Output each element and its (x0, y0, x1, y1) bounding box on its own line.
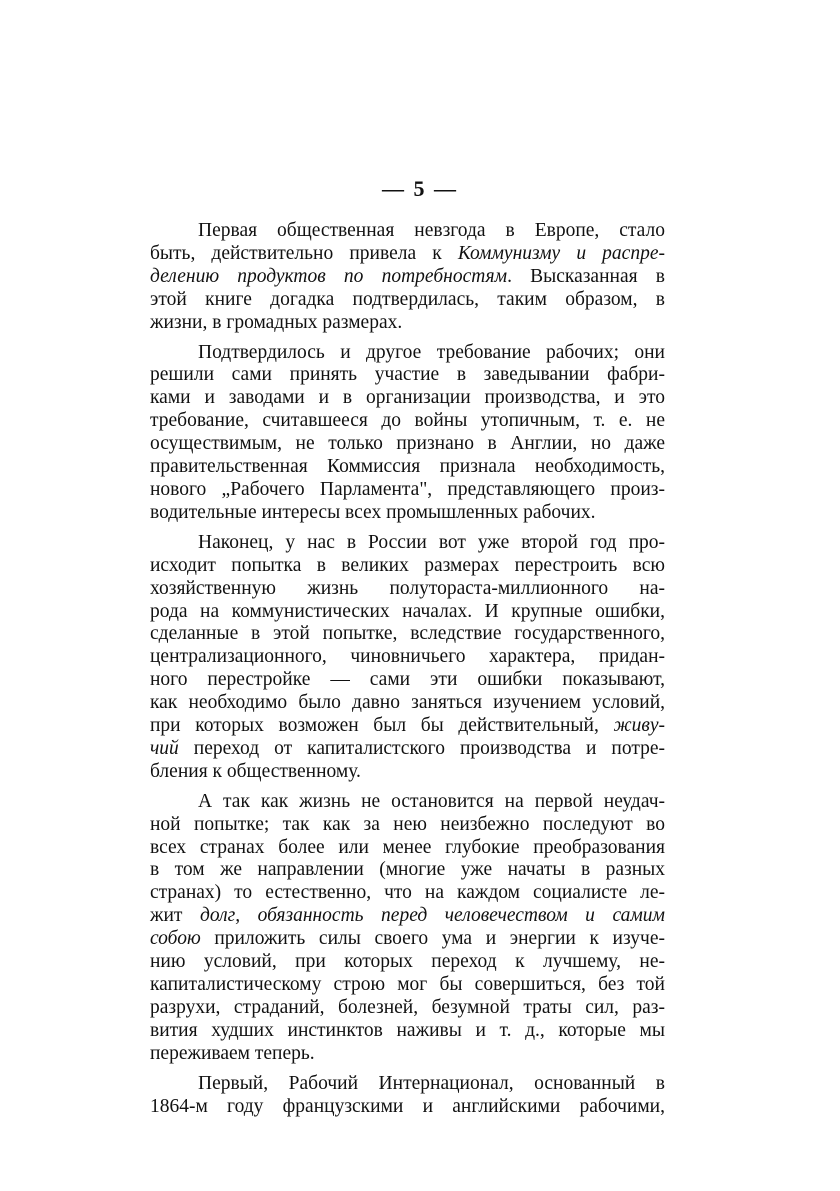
line-text: странах) то естественно, что на каждом социалисте ле- (150, 882, 665, 904)
paragraph (150, 342, 665, 525)
line-text: решили сами принять участие в заведывании фабри- (150, 364, 665, 386)
text-line (150, 738, 665, 761)
line-text: при которых возможен был бы действительный, (150, 715, 614, 737)
text-line (150, 928, 665, 951)
text-line (150, 387, 665, 410)
emphasis-text: собою (150, 928, 201, 950)
text-line (150, 1096, 665, 1119)
text-line (150, 243, 665, 266)
line-text: сделанные в этой попытке, вследствие государственного, (150, 623, 665, 645)
page-number: — 5 — (382, 176, 458, 201)
line-text: разрухи, страданий, болезней, безумной траты сил, раз- (150, 996, 665, 1018)
emphasis-text: долг, обязанность перед человечеством и самим (199, 905, 665, 927)
text-line (150, 859, 665, 882)
text-line (150, 623, 665, 646)
line-text: . Высказанная в (507, 265, 665, 287)
line-text: Наконец, у нас в России вот уже второй год про- (198, 531, 665, 553)
line-text: бления к общественному. (150, 760, 361, 782)
text-line (150, 791, 665, 814)
line-text: в том же направлении (многие уже начаты в разных (150, 859, 665, 881)
line-text: нию условий, при которых переход к лучшему, не- (150, 951, 665, 973)
text-line (150, 646, 665, 669)
text-line (150, 532, 665, 555)
line-text: ного перестройке — сами эти ошибки показывают, (150, 669, 665, 691)
line-text: требование, считавшееся до войны утопичным, т. е. не (150, 410, 665, 432)
line-text: централизационного, чиновничьего характера, придан- (150, 646, 665, 668)
line-text: как необходимо было давно заняться изучением условий, (150, 692, 665, 714)
line-text: нового „Рабочего Парламента", представляющего произ- (150, 478, 665, 500)
line-text: осуществимым, не только признано в Англии, но даже (150, 433, 665, 455)
text-line (150, 410, 665, 433)
line-text: правительственная Коммиссия признала необходимость, (150, 456, 665, 478)
text-line (150, 502, 665, 525)
text-line (150, 997, 665, 1020)
text-line (150, 715, 665, 738)
line-text: жизни, в громадных размерах. (150, 311, 403, 333)
text-line (150, 364, 665, 387)
text-line (150, 837, 665, 860)
text-line (150, 266, 665, 289)
text-line (150, 814, 665, 837)
emphasis-text: чий (150, 737, 179, 759)
body-text (150, 220, 665, 1125)
line-text: 1864-м году французскими и английскими рабочими, (150, 1095, 665, 1117)
text-line (150, 669, 665, 692)
line-text: всех странах более или менее глубокие преобразования (150, 836, 665, 858)
text-line (150, 882, 665, 905)
line-text: ками и заводами и в организации производства, и это (150, 387, 665, 409)
text-line (150, 578, 665, 601)
line-text: приложить силы своего ума и энергии к изуче- (200, 928, 665, 950)
paragraph (150, 220, 665, 335)
line-text: водительные интересы всех промышленных рабочих. (150, 501, 596, 523)
line-text: рода на коммунистических началах. И крупные ошибки, (150, 600, 665, 622)
text-line (150, 289, 665, 312)
paragraph (150, 532, 665, 784)
text-line (150, 1020, 665, 1043)
line-text: Первая общественная невзгода в Европе, стало (198, 220, 665, 241)
text-line (150, 342, 665, 365)
emphasis-text: Коммунизму и распре- (457, 242, 665, 264)
line-text: хозяйственную жизнь полутораста-миллионного на- (150, 577, 665, 599)
line-text: ной попытке; так как за нею неизбежно последуют во (150, 813, 665, 835)
line-text: этой книге догадка подтвердилась, таким образом, в (150, 288, 665, 310)
text-line (150, 220, 665, 243)
text-line (150, 1043, 665, 1066)
line-text: жит (150, 905, 200, 927)
line-text: быть, действительно привела к (150, 242, 458, 264)
emphasis-text: делению продуктов по потребностям (150, 265, 508, 287)
line-text: переживаем теперь. (150, 1042, 315, 1064)
text-line (150, 479, 665, 502)
paragraph (150, 791, 665, 1066)
line-text: переход от капиталистского производства и потре- (178, 737, 665, 759)
text-line (150, 692, 665, 715)
paragraph (150, 1073, 665, 1119)
line-text: Первый, Рабочий Интернационал, основанный в (198, 1072, 665, 1094)
line-text: А так как жизнь не остановится на первой неудач- (198, 790, 665, 812)
line-text: вития худших инстинктов наживы и т. д., которые мы (150, 1019, 665, 1041)
text-line (150, 951, 665, 974)
text-line (150, 456, 665, 479)
text-line (150, 601, 665, 624)
text-line (150, 1073, 665, 1096)
text-line (150, 312, 665, 335)
text-line (150, 974, 665, 997)
text-line (150, 433, 665, 456)
text-line (150, 905, 665, 928)
line-text: Подтвердилось и другое требование рабочих; они (198, 341, 665, 363)
text-line (150, 555, 665, 578)
line-text: капиталистическому строю мог бы совершиться, без той (150, 974, 665, 995)
line-text: исходит попытка в великих размерах перестроить всю (150, 554, 665, 576)
text-line (150, 761, 665, 784)
emphasis-text: живу- (613, 715, 665, 737)
